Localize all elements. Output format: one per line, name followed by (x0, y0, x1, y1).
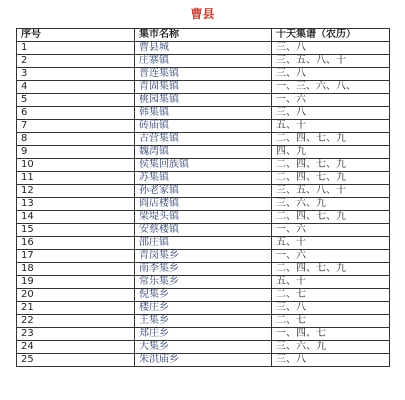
row-market-name: 阎店楼镇 (135, 198, 272, 211)
row-market-name: 曹县城 (135, 42, 272, 55)
table-row (17, 172, 390, 185)
row-market-name: 楼庄乡 (135, 302, 272, 315)
row-schedule: 二、四、七、九 (272, 133, 390, 146)
table-row (17, 250, 390, 263)
row-schedule: 五、十 (272, 276, 390, 289)
row-market-name: 大集乡 (135, 341, 272, 354)
row-schedule: 三、八 (272, 68, 390, 81)
page-title: 曹县 (190, 7, 215, 21)
row-schedule: 二、四、七、九 (272, 159, 390, 172)
row-market-name: 苏集镇 (135, 172, 272, 185)
table-row (17, 159, 390, 172)
header-index: 序号 (17, 29, 135, 42)
row-index: 24 (17, 341, 135, 354)
table-row (17, 341, 390, 354)
row-schedule: 二、七 (272, 315, 390, 328)
row-schedule: 三、八 (272, 354, 390, 367)
row-schedule: 二、四、七、九 (272, 172, 390, 185)
table-row (17, 198, 390, 211)
row-schedule: 三、六、九 (272, 341, 390, 354)
row-index: 17 (17, 250, 135, 263)
row-market-name: 魏湾镇 (135, 146, 272, 159)
row-market-name: 孙老家镇 (135, 185, 272, 198)
row-market-name: 青岗集乡 (135, 250, 272, 263)
row-index: 23 (17, 328, 135, 341)
market-schedule-table (16, 28, 390, 367)
table-row (17, 68, 390, 81)
row-schedule: 五、十 (272, 120, 390, 133)
table-row (17, 185, 390, 198)
row-market-name: 朱洪庙乡 (135, 354, 272, 367)
row-index: 1 (17, 42, 135, 55)
table-row (17, 289, 390, 302)
table-row (17, 107, 390, 120)
table-row (17, 211, 390, 224)
table-row (17, 237, 390, 250)
row-index: 11 (17, 172, 135, 185)
header-schedule: 十天集谱（农历） (272, 29, 390, 42)
row-index: 22 (17, 315, 135, 328)
row-index: 5 (17, 94, 135, 107)
row-index: 20 (17, 289, 135, 302)
row-schedule: 三、八 (272, 302, 390, 315)
row-schedule: 三、五、八、十 (272, 55, 390, 68)
row-market-name: 青固集镇 (135, 81, 272, 94)
row-schedule: 一、六 (272, 94, 390, 107)
row-index: 6 (17, 107, 135, 120)
table-row (17, 55, 390, 68)
row-index: 2 (17, 55, 135, 68)
row-schedule: 一、六 (272, 250, 390, 263)
row-market-name: 倪集乡 (135, 289, 272, 302)
table-row (17, 42, 390, 55)
row-market-name: 南李集乡 (135, 263, 272, 276)
row-market-name: 普连集镇 (135, 68, 272, 81)
row-schedule: 五、十 (272, 237, 390, 250)
row-market-name: 王集乡 (135, 315, 272, 328)
row-schedule: 三、六、九 (272, 198, 390, 211)
table-row (17, 315, 390, 328)
row-schedule: 一、三、六、八、 (272, 81, 390, 94)
row-index: 8 (17, 133, 135, 146)
row-market-name: 韩集镇 (135, 107, 272, 120)
table-row (17, 354, 390, 367)
row-schedule: 二、四、七、九 (272, 263, 390, 276)
row-index: 15 (17, 224, 135, 237)
row-schedule: 三、八 (272, 107, 390, 120)
row-market-name: 砖庙镇 (135, 120, 272, 133)
row-index: 3 (17, 68, 135, 81)
row-schedule: 三、八 (272, 42, 390, 55)
row-market-name: 安蔡楼镇 (135, 224, 272, 237)
row-schedule: 一、六 (272, 224, 390, 237)
table-row (17, 94, 390, 107)
row-market-name: 古营集镇 (135, 133, 272, 146)
row-market-name: 桃园集镇 (135, 94, 272, 107)
row-index: 16 (17, 237, 135, 250)
row-market-name: 庄寨镇 (135, 55, 272, 68)
table-row (17, 276, 390, 289)
row-market-name: 侯集回族镇 (135, 159, 272, 172)
row-index: 12 (17, 185, 135, 198)
row-schedule: 三、五、八、十 (272, 185, 390, 198)
row-index: 7 (17, 120, 135, 133)
table-body (17, 42, 390, 367)
table-row (17, 146, 390, 159)
row-market-name: 梁堤头镇 (135, 211, 272, 224)
row-schedule: 二、四、七、九 (272, 211, 390, 224)
header-market-name: 集市名称 (135, 29, 272, 42)
table-header-row (17, 29, 390, 42)
row-index: 13 (17, 198, 135, 211)
row-schedule: 二、七 (272, 289, 390, 302)
row-schedule: 一、四、七 (272, 328, 390, 341)
row-index: 14 (17, 211, 135, 224)
row-index: 10 (17, 159, 135, 172)
table-row (17, 224, 390, 237)
table-row (17, 302, 390, 315)
row-index: 21 (17, 302, 135, 315)
table-row (17, 81, 390, 94)
row-index: 4 (17, 81, 135, 94)
row-market-name: 邵庄镇 (135, 237, 272, 250)
row-market-name: 常乐集乡 (135, 276, 272, 289)
row-index: 19 (17, 276, 135, 289)
row-index: 9 (17, 146, 135, 159)
table-row (17, 263, 390, 276)
row-market-name: 郑庄乡 (135, 328, 272, 341)
row-schedule: 四、九 (272, 146, 390, 159)
table-row (17, 120, 390, 133)
row-index: 18 (17, 263, 135, 276)
table-row (17, 328, 390, 341)
table-row (17, 133, 390, 146)
row-index: 25 (17, 354, 135, 367)
